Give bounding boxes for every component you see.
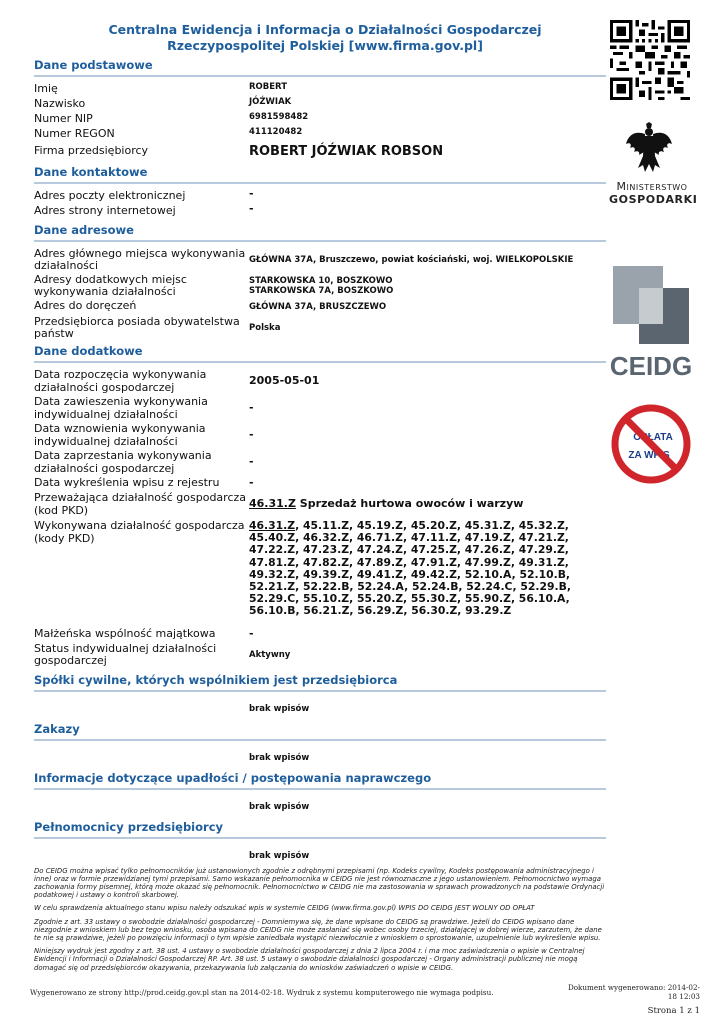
field-label: Adres strony internetowej <box>34 204 176 218</box>
field-value: - <box>249 476 254 490</box>
ministry-logo <box>609 180 698 206</box>
field-value: Polska <box>249 323 281 333</box>
row-delivery-address <box>34 299 606 314</box>
row-nazwisko <box>34 97 606 112</box>
footer-note: Wygenerowano ze strony http://prod.ceidg.gov.pl stan na 2014-02-18. Wydruk z systemu komputerowego nie wymaga podpisu. <box>30 988 494 997</box>
field-value: - <box>249 455 254 469</box>
row-suspend-date <box>34 395 606 422</box>
header-line-1: Centralna Ewidencja i Informacja o Działalności Gospodarczej <box>108 22 542 37</box>
empty-value: brak wpisów <box>249 850 310 861</box>
field-label: Data wznowienia wykonywania indywidualnej działalności <box>34 422 206 448</box>
field-label: Małżeńska wspólność majątkowa <box>34 626 216 640</box>
row-status <box>34 642 606 669</box>
disclaimer-paragraph: Do CEIDG można wpisać tylko pełnomocników już ustanowionych zgodnie z odrębnymi przepisami (np. Kodeks cywilny, Kodeks postępowania administracyjnego i inne) oraz w formie przewidzianej tymi przepisami. Samo wskazanie pełnomocnika w CEIDG nie jest równoznaczne z jego ustanowieniem. Pełnomocnictwo wymaga zachowania formy pisemnej, którą może okazać się pełnomocnik. Pełnomocnictwo w CEIDG nie ma zastosowania w sprawach prowadzonych na podstawie Ordynacji podatkowej i ustawy o kontroli skarbowej. <box>34 866 605 900</box>
field-value: GŁÓWNA 37A, BRUSZCZEWO <box>249 301 387 312</box>
page-number: Strona 1 z 1 <box>647 1006 700 1016</box>
legal-disclaimer <box>34 867 606 972</box>
field-value: - <box>249 401 254 415</box>
section-contact <box>34 165 606 219</box>
row-pkd-list <box>34 520 606 618</box>
field-label: Imię <box>34 82 58 96</box>
generated-timestamp: Dokument wygenerowano: 2014-02-18 12:03 <box>567 983 700 1001</box>
section-title: Dane kontaktowe <box>34 165 606 184</box>
ceidg-logo-block <box>639 288 663 324</box>
field-label: Adres poczty elektronicznej <box>34 189 186 203</box>
content <box>34 56 606 977</box>
field-value: - <box>249 186 254 200</box>
section-bans <box>34 722 606 763</box>
stamp-text-1: OPŁATA <box>633 432 673 443</box>
field-value <box>249 276 606 296</box>
field-label: Data zawieszenia wykonywania indywidualnej działalności <box>34 395 208 421</box>
row-marital <box>34 627 606 642</box>
field-value: - <box>249 201 254 215</box>
section-address <box>34 223 606 342</box>
ministry-line-1: Ministerstwo <box>616 180 688 193</box>
empty-value: brak wpisów <box>249 801 310 812</box>
field-label: Nazwisko <box>34 97 86 111</box>
field-label: Wykonywana działalność gospodarcza (kody PKD) <box>34 519 245 545</box>
row-extra-address <box>34 273 606 299</box>
section-bankruptcy <box>34 771 606 812</box>
section-title: Informacje dotyczące upadłości / postępowania naprawczego <box>34 771 606 790</box>
header-line-2: Rzeczypospolitej Polskiej [www.firma.gov.pl] <box>167 38 483 53</box>
pkd-other-codes: , 45.11.Z, 45.19.Z, 45.20.Z, 45.31.Z, 45.32.Z, 45.40.Z, 46.32.Z, 46.71.Z, 47.11.Z, 47.19.Z, 47.21.Z, 47.22.Z, 47.23.Z, 47.24.Z, 47.25.Z, 47.26.Z, 47.29.Z, 47.81.Z, 47.82.Z, 47.89.Z, 47.91.Z, 47.99.Z, 49.31.Z, 49.32.Z, 49.39.Z, 49.41.Z, 49.42.Z, 52.10.A, 52.10.B, 52.21.Z, 52.22.B, 52.24.A, 52.24.B, 52.24.C, 52.29.B, 52.29.C, 55.10.Z, 55.20.Z, 55.30.Z, 55.90.Z, 56.10.A, 56.10.B, 56.21.Z, 56.29.Z, 56.30.Z, 93.29.Z <box>249 519 571 618</box>
section-title: Dane adresowe <box>34 223 606 242</box>
field-label: Adresy dodatkowych miejsc wykonywania działalności <box>34 272 187 298</box>
pkd-list <box>249 520 606 618</box>
stamp-text-2: ZA WPIS <box>628 450 670 461</box>
row-citizenship <box>34 314 606 342</box>
field-value: 2005-05-01 <box>249 374 320 388</box>
row-main-address <box>34 247 606 273</box>
main-pkd-desc: Sprzedaż hurtowa owoców i warzyw <box>299 497 524 511</box>
row-www <box>34 201 606 219</box>
field-label: Data wykreślenia wpisu z rejestru <box>34 476 220 490</box>
field-value: - <box>249 626 254 640</box>
field-label: Firma przedsiębiorcy <box>34 144 149 158</box>
section-title: Zakazy <box>34 722 606 741</box>
ceidg-logo <box>609 266 693 378</box>
section-title: Dane dodatkowe <box>34 344 606 363</box>
row-resume-date <box>34 422 606 449</box>
row-imie <box>34 82 606 97</box>
extra-address-1: STARKOWSKA 10, BOSZKOWO <box>249 276 393 286</box>
field-value <box>249 498 606 511</box>
polish-eagle-emblem-icon <box>624 122 674 177</box>
field-value: JÓŹWIAK <box>249 96 292 107</box>
field-label: Adres głównego miejsca wykonywania działalności <box>34 246 246 272</box>
field-value: 6981598482 <box>249 111 309 122</box>
footer-meta <box>560 983 700 1016</box>
field-label: Data rozpoczęcia wykonywania działalności gospodarczej <box>34 368 207 394</box>
section-additional <box>34 344 606 669</box>
field-value: - <box>249 428 254 442</box>
row-delete-date <box>34 476 606 491</box>
status-value: Aktywny <box>249 650 291 661</box>
section-basic <box>34 58 606 161</box>
row-firma <box>34 142 606 161</box>
field-label: Data zaprzestania wykonywania działalności gospodarczej <box>34 449 212 475</box>
row-main-pkd <box>34 491 606 518</box>
field-label: Numer REGON <box>34 127 115 141</box>
disclaimer-paragraph: W celu sprawdzenia aktualnego stanu wpisu należy odszukać wpis w systemie CEIDG (www.firma.gov.pl) WPIS DO CEIDG JEST WOLNY OD OPŁAT <box>34 904 535 913</box>
section-title: Pełnomocnicy przedsiębiorcy <box>34 820 606 839</box>
field-label: Przeważająca działalność gospodarcza (kod PKD) <box>34 491 247 517</box>
pkd-first-code: 46.31.Z <box>249 519 296 532</box>
row-cease-date <box>34 449 606 476</box>
main-pkd-code: 46.31.Z <box>249 497 296 511</box>
document-header <box>60 22 590 54</box>
empty-value: brak wpisów <box>249 752 310 763</box>
section-partnerships <box>34 673 606 714</box>
field-label: Status indywidualnej działalności gospodarczej <box>34 641 217 668</box>
field-label: Numer NIP <box>34 112 93 126</box>
company-name: ROBERT JÓŹWIAK ROBSON <box>249 143 444 159</box>
section-proxies <box>34 820 606 861</box>
qr-code-icon <box>610 20 690 100</box>
field-label: Adres do doręczeń <box>34 299 137 313</box>
extra-address-2: STARKOWSKA 7A, BOSZKOWO <box>249 286 394 296</box>
disclaimer-paragraph: Zgodnie z art. 33 ustawy o swobodzie działalności gospodarczej - Domniemywa się, że dane wpisane do CEIDG są prawdziwe. Jeżeli do CEIDG wpisano dane niezgodnie z wnioskiem lub bez tego wniosku, osoba wpisana do CEIDG nie może zasłaniać się wobec osoby trzeciej, działającej w dobrej wierze, zarzutem, że dane te nie są prawdziwe, jeżeli po powzięciu informacji o tym wpisie zaniedbała wystąpić niezwłocznie z wnioskiem o sprostowanie, uzupełnienie lub wykreślenie wpisu. <box>34 917 602 943</box>
ministry-line-2: GOSPODARKI <box>609 193 698 206</box>
field-value: ROBERT <box>249 81 288 92</box>
no-fee-stamp-icon <box>609 402 693 486</box>
row-nip <box>34 112 606 127</box>
field-label: Przedsiębiorca posiada obywatelstwa państw <box>34 314 240 340</box>
section-title: Spółki cywilne, których wspólnikiem jest przedsiębiorca <box>34 673 606 692</box>
section-title: Dane podstawowe <box>34 58 606 77</box>
ceidg-logo-text: CEIDG <box>609 351 693 378</box>
row-start-date <box>34 368 606 395</box>
row-regon <box>34 127 606 142</box>
field-value: 411120482 <box>249 126 303 137</box>
field-value: GŁÓWNA 37A, Bruszczewo, powiat kościański, woj. WIELKOPOLSKIE <box>249 255 574 265</box>
row-email <box>34 186 606 204</box>
disclaimer-paragraph: Niniejszy wydruk jest zgodny z art. 38 ust. 4 ustawy o swobodzie działalności gospodarczej z dnia 2 lipca 2004 r. i ma moc zaświadczenia o wpisie w Centralnej Ewidencji i Informacji o Działalności Gospodarczej RP. Art. 38 ust. 5 ustawy o swobodzie działalności gospodarczej - Organy administracji publicznej nie mogą domagać się od przedsiębiorców okazywania, przekazywania lub załączania do wniosków zaświadczeń o wpisie w CEIDG. <box>34 947 585 972</box>
empty-value: brak wpisów <box>249 703 310 714</box>
